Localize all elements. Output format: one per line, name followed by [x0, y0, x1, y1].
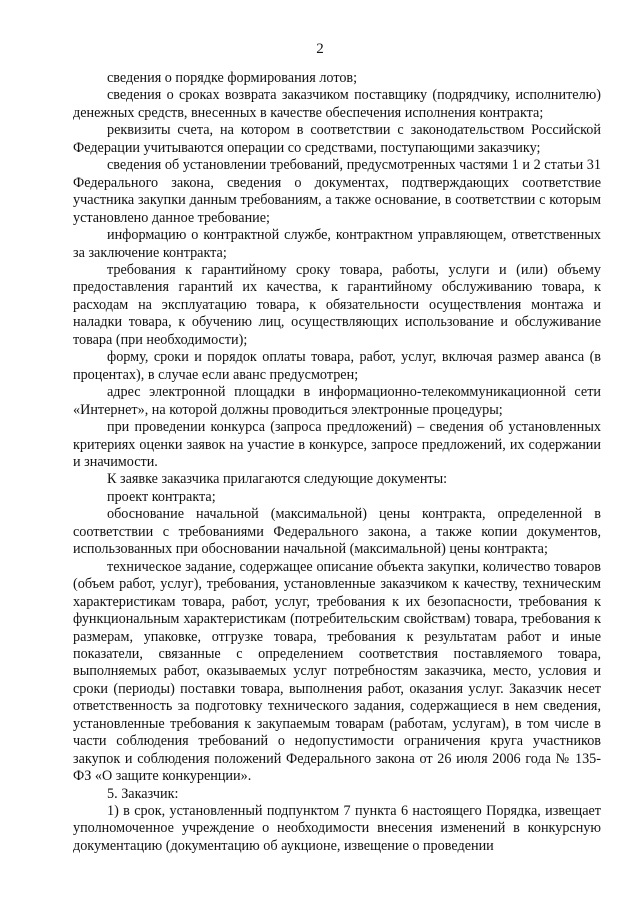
paragraph-price-justification: обоснование начальной (максимальной) цены контракта, определенной в соответствии с требованиями Федерального закона, а также копии документов, использованных при обосновании начальной (максимальной) цены контракта; [73, 506, 601, 558]
paragraph-section-5-item-1: 1) в срок, установленный подпунктом 7 пункта 6 настоящего Порядка, извещает уполномоченное учреждение о необходимости внесения изменений в конкурсную документацию (документацию об аукционе, извещение о проведении [73, 803, 601, 854]
paragraph-evaluation-criteria: при проведении конкурса (запроса предложений) – сведения об установленных критериях оценки заявок на участие в конкурсе, запросе предложений, их содержании и значимости. [73, 419, 601, 470]
paragraph-participant-requirements: сведения об установлении требований, предусмотренных частями 1 и 2 статьи 31 Федерального закона, сведения о документах, подтверждающих соответствие участника закупки данным требованиям, а также основание, в соответствии с которым установлено данное требование; [73, 157, 601, 226]
paragraph-lot-formation: сведения о порядке формирования лотов; [107, 70, 358, 86]
paragraph-section-5-heading: 5. Заказчик: [107, 785, 179, 802]
paragraph-payment-terms: форму, сроки и порядок оплаты товара, работ, услуг, включая размер аванса (в процентах), в случае если аванс предусмотрен; [73, 349, 601, 383]
paragraph-draft-contract: проект контракта; [107, 488, 216, 505]
page-number: 2 [316, 41, 324, 57]
paragraph-attached-documents-intro: К заявке заказчика прилагаются следующие документы: [107, 471, 448, 488]
paragraph-account-details: реквизиты счета, на котором в соответствии с законодательством Российской Федерации учитываются операции со средствами, поступающими заказчику; [73, 122, 601, 156]
paragraph-warranty-requirements: требования к гарантийному сроку товара, работы, услуги и (или) объему предоставления гарантий их качества, к гарантийному обслуживанию товара, к расходам на эксплуатацию товара, к обязательности осуществления монтажа и наладки товара, к обучению лиц, осуществляющих использование и обслуживание товара (при необходимости); [73, 261, 601, 348]
paragraph-security-refund-terms: сведения о сроках возврата заказчиком поставщику (подрядчику, исполнителю) денежных средств, внесенных в качестве обеспечения исполнения контракта; [73, 87, 601, 121]
paragraph-technical-specification: техническое задание, содержащее описание объекта закупки, количество товаров (объем работ, услуг), требования, установленные заказчиком к качеству, техническим характеристикам товара, работ, услуг, требования к их безопасности, требования к функциональным характеристикам (потребительским свойствам) товара, требования к размерам, упаковке, отгрузке товара, требования к результатам работ и иные показатели, связанные с определением соответствия поставляемого товара, выполняемых работ, оказываемых услуг потребностям заказчика, место, условия и сроки (периоды) поставки товара, выполнения работ, оказания услуг. Заказчик несет ответственность за подготовку технического задания, содержащиеся в нем сведения, установленные требования к закупаемым товарам (работам, услугам), в том числе в части соблюдения требований о недопустимости ограничения круга участников закупок и соблюдения положений Федерального закона от 26 июля 2006 года № 135-ФЗ «О защите конкуренции». [73, 558, 601, 785]
document-body [73, 70, 601, 855]
paragraph-electronic-platform: адрес электронной площадки в информационно-телекоммуникационной сети «Интернет», на которой должны проводиться электронные процедуры; [73, 384, 601, 418]
paragraph-contract-service: информацию о контрактной службе, контрактном управляющем, ответственных за заключение контракта; [73, 227, 601, 261]
